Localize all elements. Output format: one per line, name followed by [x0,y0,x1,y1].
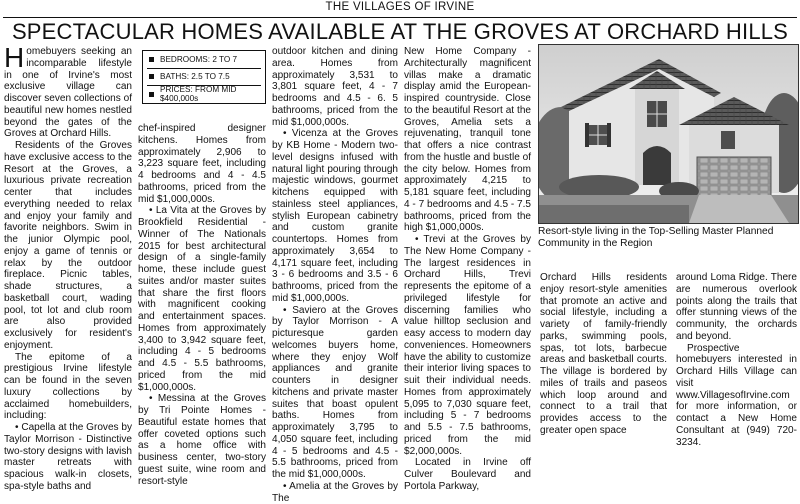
photo-caption: Resort-style living in the Top-Selling Master Planned Community in the Region [538,226,774,249]
paragraph-saviero: • Saviero at the Groves by Taylor Morrison - A picturesque garden welcomes buyers home, where they enjoy Wolf appliances and granite counters in designer kitchens and private master suites that boast opulent baths. Homes from approximately 3,795 to 4,050 square feet, including 4 - 5 bedrooms and 4.5 - 5.5 bathrooms, priced from the mid $1,000,000s. [272,304,398,480]
article-column-3 [272,46,398,504]
paragraph-trevi: • Trevi at the Groves by The New Home Company - The largest residences in Orchard Hills, Trevi represents the epitome of a privileged lifestyle for discerning families who value hilltop seclusion and easy access to modern day conveniences. Homeowners have the ability to customize their interior living spaces to suit their individual needs. Homes from approximately 5,095 to 7,030 square feet, including 5 - 7 bedrooms and 5.5 - 7.5 bathrooms, priced from the mid $2,000,000s. [404,234,531,457]
paragraph: The epitome of a prestigious Irvine lifestyle can be found in the seven luxury collections by acclaimed homebuilders, including: [4,351,132,422]
bullet-square-icon [149,74,154,79]
house-photo [538,44,799,224]
article-column-6 [676,272,797,448]
paragraph-messina: • Messina at the Groves by Tri Pointe Homes - Beautiful estate homes that offer coveted options such as a home office with business center, two-story guest suite, wine room and resort-style [138,393,266,487]
paragraph-amelia: • Amelia at the Groves by The [272,480,398,504]
lead-paragraph: Homebuyers seeking an incomparable lifestyle in one of Irvine's most exclusive village can discover seven collections of beautiful new homes nestled beyond the gates of the Groves at Orchard Hills. [4,42,132,140]
paragraph: chef-inspired designer kitchens. Homes from approximately 2,906 to 3,223 square feet, including 4 bedrooms and 4 - 4.5 bathrooms, priced from the mid $1,000,000s. [138,123,266,205]
bullet-square-icon [149,57,154,62]
paragraph: Located in Irvine off Culver Boulevard and Portola Parkway, [404,457,531,492]
paragraph: Orchard Hills residents enjoy resort-style amenities that promote an active and social lifestyle, including a variety of family-friendly parks, swimming pools, spas, tot lots, barbecue areas and basketball courts. The village is bordered by miles of trails and paseos which loop around and connect to a trail that provides access to the greater open space [540,272,667,436]
paragraph: around Loma Ridge. There are numerous overlook points along the trails that offer stunning views of the community, the orchards and beyond. [676,272,797,342]
kicker-rule [3,17,797,18]
paragraph: New Home Company - Architecturally magnificent villas make a dramatic display amid the European-inspired countryside. Close to the beautiful Resort at the Groves, Amelia sets a rejuvenating, tranquil tone that offers a nice contrast from the hustle and bustle of the city below. Homes from approximately 4,215 to 5,181 square feet, including 4 - 7 bedrooms and 4.5 - 7.5 bathrooms, priced from the high $1,000,000s. [404,46,531,234]
headline: SPECTACULAR HOMES AVAILABLE AT THE GROVES AT ORCHARD HILLS [11,19,789,44]
paragraph-vicenza: • Vicenza at the Groves by KB Home - Modern two-level designs infused with natural light pouring through majestic windows, gourmet kitchens equipped with stainless steel appliances, stylish European cabinetry and custom granite countertops. Homes from approximately 3,654 to 4,171 square feet, including 3 - 6 bedrooms and 3.5 - 6 bathrooms, priced from the mid $1,000,000s. [272,128,398,304]
article-column-1 [4,42,132,493]
fact-box [142,50,266,104]
paragraph: Residents of the Groves have exclusive access to the Resort at the Groves, a luxurious private recreation center that includes everything needed to relax and enjoy your family and favorite neighbors. Swim in the junior Olympic pool, enjoy a game of tennis or relax by the outdoor fireplace. Picnic tables, shade structures, a basketball court, wading pool, tot lot and club room are also provided exclusively for resident's enjoyment. [4,140,132,351]
article-column-2 [138,123,266,487]
paragraph-contact: Prospective homebuyers interested in Orchard Hills Village can visit www.VillagesofIrvine.com for more information, or contact a New Home Consultant at (949) 720-3234. [676,342,797,448]
article-column-5 [540,272,667,437]
article-column-4 [404,46,531,493]
fact-prices: PRICES: FROM MID $400,000s [143,86,265,103]
paragraph-capella: • Capella at the Groves by Taylor Morrison - Distinctive two-story designs with lavish master retreats with spacious walk-in closets, spa-style baths and [4,422,132,492]
bullet-square-icon [149,92,154,97]
paragraph-la-vita: • La Vita at the Groves by Brookfield Residential - Winner of The Nationals 2015 for best architectural design of a single-family home, these include guest suites and/or master suites that share the first floors with magnificent cooking and entertainment spaces. Homes from approximately 3,400 to 3,942 square feet, including 4 - 5 bedrooms and 4.5 - 5.5 bathrooms, priced from the mid $1,000,000s. [138,205,266,393]
fact-baths: BATHS: 2.5 TO 7.5 [143,69,265,86]
paragraph: outdoor kitchen and dining area. Homes from approximately 3,531 to 3,801 square feet, 4 - 7 bedrooms and 4.5 - 6. 5 bathrooms, priced from the mid $1,000,000s. [272,46,398,128]
section-kicker: THE VILLAGES OF IRVINE [325,1,475,13]
drop-cap: H [4,42,25,73]
fact-bedrooms: BEDROOMS: 2 TO 7 [143,51,265,68]
